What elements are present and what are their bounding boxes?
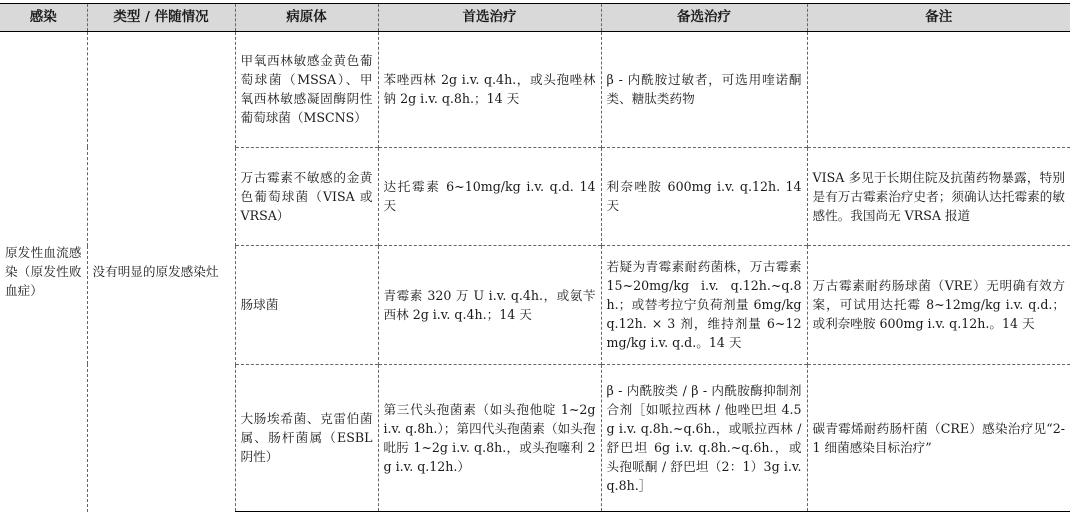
pathogen-cell: 万古霉素不敏感的金黄色葡萄球菌（VISA 或 VRSA） (235, 147, 378, 245)
first-choice-cell: 达托霉素 6~10mg/kg i.v. q.d. 14 天 (378, 147, 601, 245)
header-alternative: 备选治疗 (601, 4, 807, 32)
notes-cell: 碳青霉烯耐药肠杆菌（CRE）感染治疗见“2-1 细菌感染目标治疗” (807, 364, 1070, 511)
notes-cell (807, 32, 1070, 148)
alternative-cell: 若疑为青霉素耐药菌株，万古霉素15~20mg/kg i.v. q.12h.~q.8h.；或替考拉宁负荷剂量 6mg/kg q.12h. × 3 剂，维持剂量 6~12mg/kg i.v. q.d.。14 天 (601, 246, 807, 365)
first-choice-cell: 青霉素 320 万 U i.v. q.4h.，或氨苄西林 2g i.v. q.4h.；14 天 (378, 246, 601, 365)
infection-cell: 原发性血流感染（原发性败血症） (0, 32, 87, 512)
type-condition-cell: 没有明显的原发感染灶 (87, 32, 235, 512)
alternative-cell: 利奈唑胺 600mg i.v. q.12h. 14 天 (601, 147, 807, 245)
header-notes: 备注 (807, 4, 1070, 32)
header-row (0, 4, 1070, 32)
alternative-cell: β - 内酰胺过敏者，可选用喹诺酮类、糖肽类药物 (601, 32, 807, 148)
pathogen-cell: 大肠埃希菌、克雷伯菌属、肠杆菌属（ESBL 阴性） (235, 364, 378, 511)
notes-cell: VISA 多见于长期住院及抗菌药物暴露，特别是有万古霉素治疗史者；须确认达托霉素的敏感性。我国尚无 VRSA 报道 (807, 147, 1070, 245)
treatment-table (0, 3, 1070, 512)
first-choice-cell: 第三代头孢菌素（如头孢他啶 1~2g i.v. q.8h.）；第四代头孢菌素（如头孢吡肟 1~2g i.v. q.8h.，或头孢噻利 2g i.v. q.12h.） (378, 364, 601, 511)
pathogen-cell: 甲氧西林敏感金黄色葡萄球菌（MSSA）、甲氧西林敏感凝固酶阴性葡萄球菌（MSCNS） (235, 32, 378, 148)
pathogen-cell: 肠球菌 (235, 246, 378, 365)
first-choice-cell: 苯唑西林 2g i.v. q.4h.，或头孢唑林钠 2g i.v. q.8h.；14 天 (378, 32, 601, 148)
header-infection: 感染 (0, 4, 87, 32)
table-row (0, 32, 1070, 148)
header-pathogen: 病原体 (235, 4, 378, 32)
header-first-choice: 首选治疗 (378, 4, 601, 32)
notes-cell: 万古霉素耐药肠球菌（VRE）无明确有效方案，可试用达托霉 8~12mg/kg i.v. q.d.；或利奈唑胺 600mg i.v. q.12h.。14 天 (807, 246, 1070, 365)
alternative-cell: β - 内酰胺类 / β - 内酰胺酶抑制剂合剂［如哌拉西林 / 他唑巴坦 4.5g i.v. q.8h.~q.6h.，或哌拉西林 / 舒巴坦 6g i.v. q.8h.~q.6h.，或头孢哌酮 / 舒巴坦（2：1）3g i.v. q.8h.］ (601, 364, 807, 511)
header-type-condition: 类型 / 伴随情况 (87, 4, 235, 32)
